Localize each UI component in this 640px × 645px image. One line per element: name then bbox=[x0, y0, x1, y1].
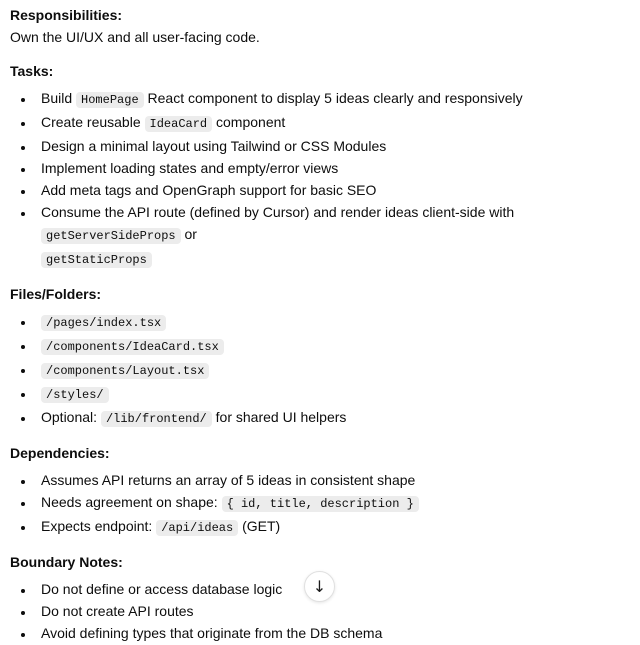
paragraph bbox=[10, 26, 616, 48]
inline-code: /pages/index.tsx bbox=[41, 315, 166, 331]
list-item bbox=[35, 334, 616, 358]
list-item bbox=[35, 622, 616, 644]
inline-code: IdeaCard bbox=[145, 116, 213, 132]
list-item bbox=[35, 179, 616, 201]
text-run: Own the UI/UX and all user-facing code. bbox=[10, 29, 260, 45]
text-run: Assumes API returns an array of 5 ideas in consistent shape bbox=[41, 472, 416, 488]
inline-code: getServerSideProps bbox=[41, 228, 181, 244]
list-item bbox=[35, 382, 616, 406]
text-run: Implement loading states and empty/error views bbox=[41, 160, 339, 176]
text-run: Consume the API route (defined by Cursor) and render ideas client-side with bbox=[41, 204, 515, 220]
list-item bbox=[35, 600, 616, 622]
text-run: (GET) bbox=[238, 518, 281, 534]
inline-code: getStaticProps bbox=[41, 252, 152, 268]
text-run: for shared UI helpers bbox=[211, 409, 347, 425]
bullet-list bbox=[10, 310, 616, 430]
text-run: Add meta tags and OpenGraph support for basic SEO bbox=[41, 182, 377, 198]
inline-code: /api/ideas bbox=[156, 520, 238, 536]
inline-code: { id, title, description } bbox=[222, 496, 419, 512]
list-item bbox=[35, 201, 616, 271]
list-item bbox=[35, 157, 616, 179]
list-item bbox=[35, 469, 616, 491]
list-item bbox=[35, 491, 616, 515]
bullet-list bbox=[10, 469, 616, 539]
text-run: Build bbox=[41, 90, 77, 106]
section-responsibilities bbox=[10, 4, 616, 48]
text-run: Optional: bbox=[41, 409, 101, 425]
list-item bbox=[35, 358, 616, 382]
inline-code: /components/Layout.tsx bbox=[41, 363, 209, 379]
list-item bbox=[35, 515, 616, 539]
section-files-folders bbox=[10, 283, 616, 430]
section-dependencies bbox=[10, 442, 616, 539]
list-item bbox=[35, 406, 616, 430]
inline-code: /components/IdeaCard.tsx bbox=[41, 339, 224, 355]
section-heading: Responsibilities: bbox=[10, 7, 123, 23]
list-item bbox=[35, 87, 616, 111]
bullet-list bbox=[10, 87, 616, 271]
inline-code: /styles/ bbox=[41, 387, 109, 403]
list-item bbox=[35, 135, 616, 157]
section-tasks bbox=[10, 60, 616, 271]
inline-code: /lib/frontend/ bbox=[101, 411, 212, 427]
text-run: React component to display 5 ideas clearly and responsively bbox=[143, 90, 523, 106]
section-heading: Dependencies: bbox=[10, 445, 110, 461]
text-run: component bbox=[212, 114, 286, 130]
list-item bbox=[35, 310, 616, 334]
text-run: or bbox=[180, 226, 197, 242]
section-heading: Files/Folders: bbox=[10, 286, 102, 302]
inline-code: HomePage bbox=[76, 92, 144, 108]
list-item bbox=[35, 111, 616, 135]
scroll-to-bottom-button[interactable] bbox=[304, 571, 335, 602]
text-run: Needs agreement on shape: bbox=[41, 494, 222, 510]
section-heading: Tasks: bbox=[10, 63, 54, 79]
text-run: Create reusable bbox=[41, 114, 145, 130]
text-run: Expects endpoint: bbox=[41, 518, 157, 534]
text-run: Do not define or access database logic bbox=[41, 581, 283, 597]
section-heading: Boundary Notes: bbox=[10, 554, 123, 570]
down-arrow-icon: ↓ bbox=[312, 576, 327, 596]
text-run: Avoid defining types that originate from the DB schema bbox=[41, 625, 383, 641]
text-run: Do not create API routes bbox=[41, 603, 194, 619]
text-run: Design a minimal layout using Tailwind or CSS Modules bbox=[41, 138, 387, 154]
